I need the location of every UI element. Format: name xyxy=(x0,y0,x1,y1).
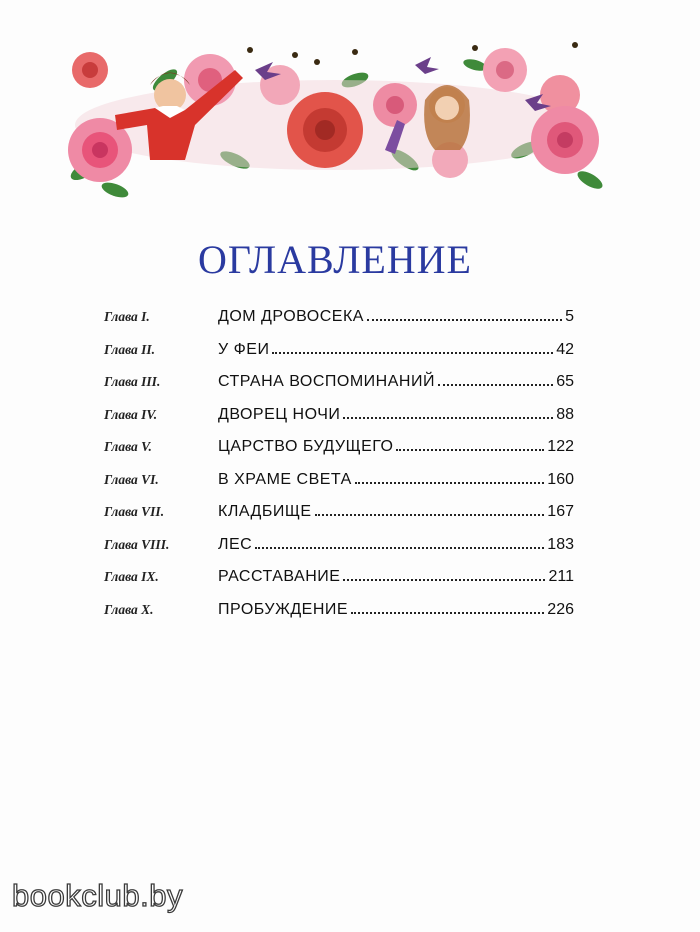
chapter-title: ЦАРСТВО БУДУЩЕГО xyxy=(218,438,394,455)
toc-row xyxy=(104,503,574,536)
chapter-page-number: 42 xyxy=(556,340,574,358)
chapter-label: Глава I. xyxy=(104,309,150,324)
dot-leader xyxy=(351,612,544,614)
chapter-page-number: 122 xyxy=(547,438,574,455)
chapter-title: КЛАДБИЩЕ xyxy=(218,503,312,520)
toc-row xyxy=(104,568,574,601)
toc-row xyxy=(104,536,574,569)
dot-leader xyxy=(367,319,562,321)
chapter-page-number: 160 xyxy=(547,470,574,488)
chapter-label: Глава III. xyxy=(104,374,161,389)
chapter-page-number: 65 xyxy=(556,373,574,390)
chapter-title: В ХРАМЕ СВЕТА xyxy=(218,470,352,488)
chapter-label: Глава II. xyxy=(104,341,156,357)
chapter-label: Глава VI. xyxy=(104,471,159,487)
toc-row xyxy=(104,341,574,374)
toc-row xyxy=(104,406,574,439)
chapter-label: Глава VIII. xyxy=(104,536,170,552)
dot-leader xyxy=(343,417,553,419)
chapter-title: ДОМ ДРОВОСЕКА xyxy=(218,308,364,325)
dot-leader xyxy=(255,547,544,549)
chapter-title: ДВОРЕЦ НОЧИ xyxy=(218,405,341,423)
dot-leader xyxy=(438,384,553,386)
dot-leader xyxy=(355,482,544,484)
chapter-page-number: 88 xyxy=(556,405,574,423)
dot-leader xyxy=(343,579,545,581)
toc-row xyxy=(104,438,574,471)
chapter-label: Глава V. xyxy=(104,439,152,454)
rose-illustration-banner xyxy=(55,40,615,200)
chapter-label: Глава IX. xyxy=(104,569,159,584)
chapter-title: СТРАНА ВОСПОМИНАНИЙ xyxy=(218,373,435,390)
chapter-page-number: 226 xyxy=(547,600,574,618)
chapter-page-number: 5 xyxy=(565,308,574,325)
dot-leader xyxy=(272,352,553,354)
toc-row xyxy=(104,601,574,634)
chapter-title: У ФЕИ xyxy=(218,340,270,358)
toc-row xyxy=(104,308,574,341)
chapter-label: Глава VII. xyxy=(104,504,165,519)
chapter-title: ЛЕС xyxy=(218,535,253,553)
chapter-label: Глава X. xyxy=(104,601,154,617)
watermark-text: bookclub.by xyxy=(12,878,183,913)
toc-row xyxy=(104,471,574,504)
chapter-title: РАССТАВАНИЕ xyxy=(218,568,341,585)
chapter-title: ПРОБУЖДЕНИЕ xyxy=(218,600,349,618)
chapter-page-number: 183 xyxy=(547,535,574,553)
page-title: ОГЛАВЛЕНИЕ xyxy=(198,237,472,282)
chapter-page-number: 211 xyxy=(548,568,574,585)
chapter-label: Глава IV. xyxy=(104,406,158,422)
dot-leader xyxy=(315,514,545,516)
toc-row xyxy=(104,373,574,406)
table-of-contents xyxy=(104,308,574,633)
dot-leader xyxy=(396,449,544,451)
chapter-page-number: 167 xyxy=(547,503,574,520)
